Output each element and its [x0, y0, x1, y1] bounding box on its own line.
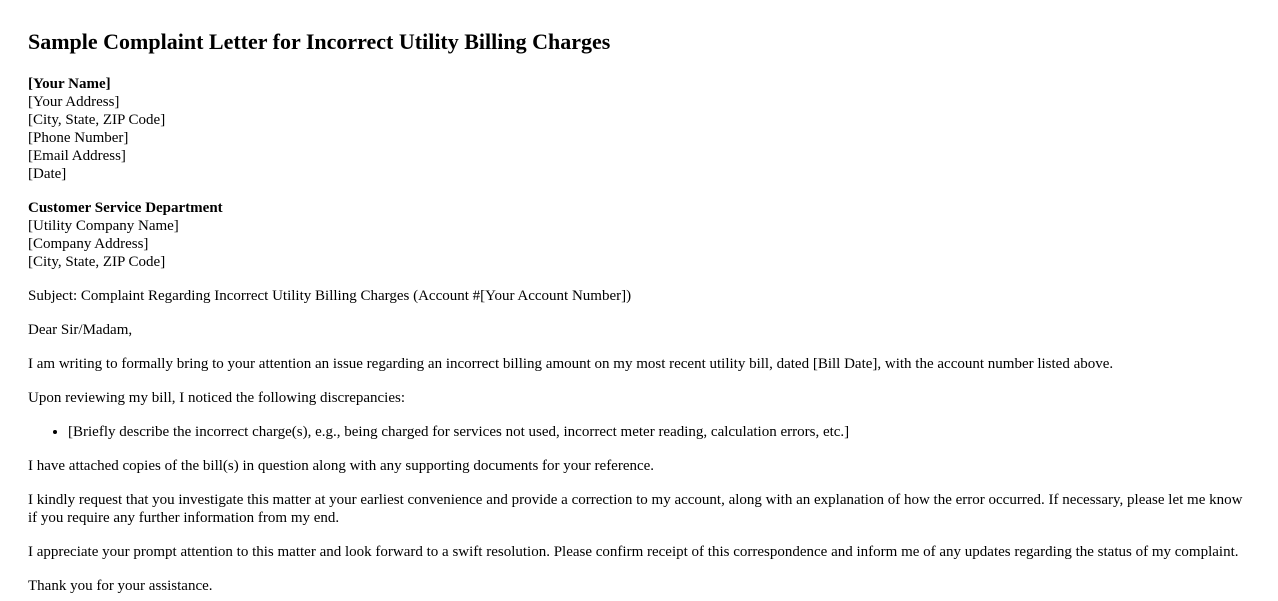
body-paragraph: I appreciate your prompt attention to this matter and look forward to a swift resolution. Please confirm receipt of this correspondence and inform me of any updates regarding the status of my complaint.: [28, 544, 1239, 560]
signoff: Thank you for your assistance.: [28, 578, 213, 594]
body-paragraph: I kindly request that you investigate this matter at your earliest convenience and provide a correction to my account, along with an explanation of how the error occurred. If necessary, please let me know if you require any further information from my end.: [28, 492, 1243, 526]
sender-city-state-zip: [City, State, ZIP Code]: [28, 112, 166, 128]
recipient-address: [Company Address]: [28, 236, 149, 252]
recipient-company: [Utility Company Name]: [28, 218, 179, 234]
page-title: Sample Complaint Letter for Incorrect Utility Billing Charges: [28, 29, 611, 54]
letter-page: [28, 0, 1250, 595]
sender-address: [Your Address]: [28, 94, 120, 110]
salutation: Dear Sir/Madam,: [28, 322, 133, 338]
discrepancy-list: [28, 423, 1250, 441]
recipient-city-state-zip: [City, State, ZIP Code]: [28, 254, 166, 270]
letter-date: [Date]: [28, 166, 67, 182]
sender-address-block: [28, 75, 1250, 183]
sender-phone: [Phone Number]: [28, 130, 129, 146]
sender-email: [Email Address]: [28, 148, 126, 164]
body-paragraph: I am writing to formally bring to your attention an issue regarding an incorrect billing amount on my most recent utility bill, dated [Bill Date], with the account number listed above.: [28, 356, 1114, 372]
recipient-department: Customer Service Department: [28, 200, 223, 216]
body-paragraph: Upon reviewing my bill, I noticed the following discrepancies:: [28, 390, 405, 406]
subject-line: Subject: Complaint Regarding Incorrect Utility Billing Charges (Account #[Your Account Number]): [28, 288, 632, 304]
body-paragraph: I have attached copies of the bill(s) in question along with any supporting documents for your reference.: [28, 458, 655, 474]
sender-name: [Your Name]: [28, 76, 111, 92]
list-item: • [Briefly describe the incorrect charge(s), e.g., being charged for services not used, incorrect meter reading, calculation errors, etc.]: [68, 423, 1250, 441]
recipient-address-block: [28, 199, 1250, 271]
